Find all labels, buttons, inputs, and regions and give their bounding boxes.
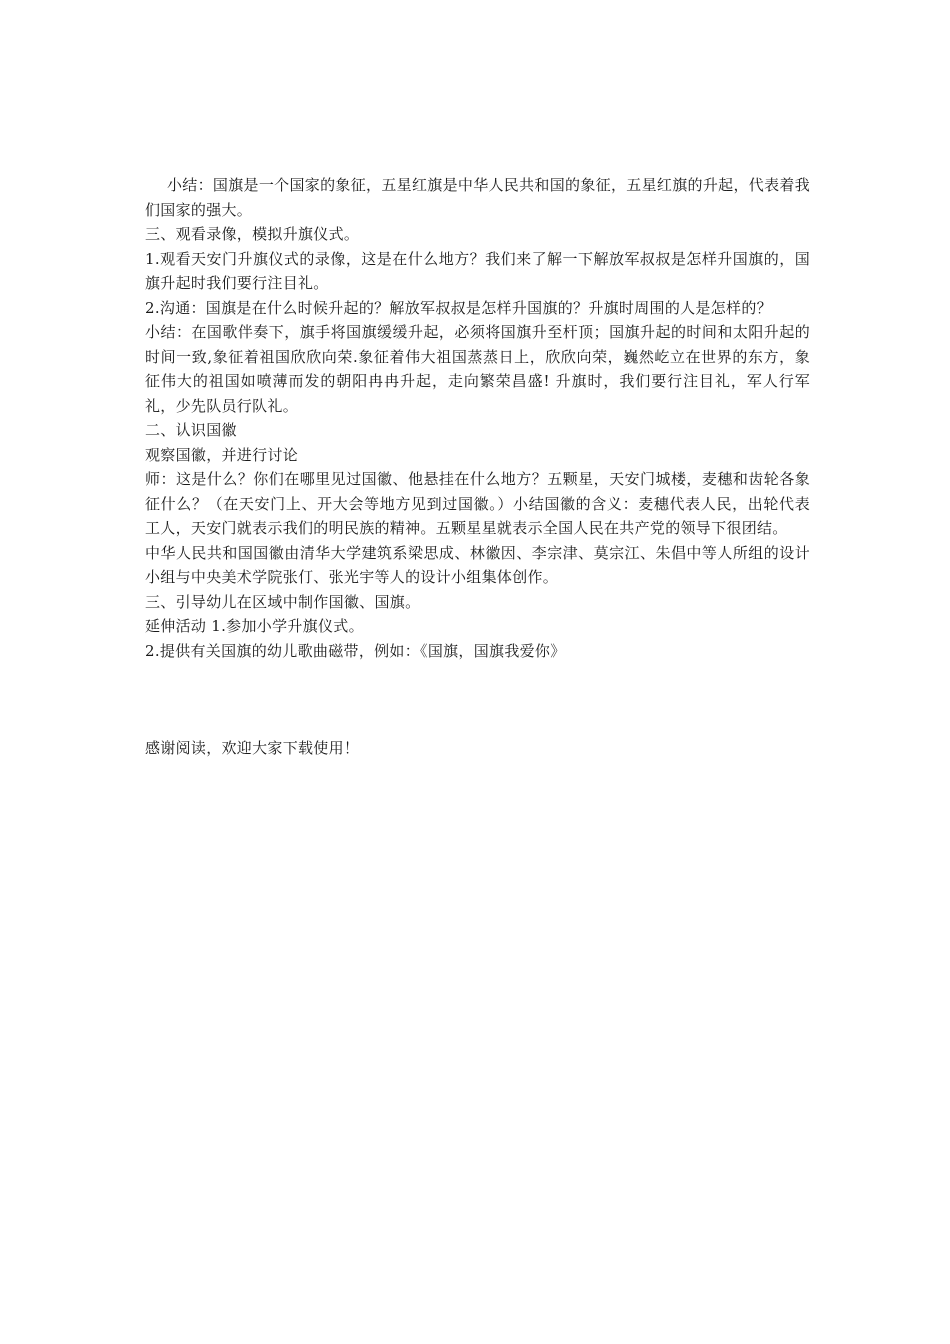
section-heading-craft: 三、引导幼儿在区域中制作国徽、国旗。 — [145, 592, 421, 611]
section-heading-watch-video: 三、观看录像，模拟升旗仪式。 — [145, 225, 360, 243]
observe-emblem-line: 观察国徽，并进行讨论 — [145, 445, 299, 464]
teacher-discussion-paragraph: 师：这是什么？你们在哪里见过国徽、他悬挂在什么地方？五颗星，天安门城楼，麦穗和齿轮各象征什么？（在天安门上、开大会等地方见到过国徽。）小结国徽的含义：麦穗代表人民，出轮代表工人，天安门就表示我们的明民族的精神。五颗星星就表示全国人民在共产党的领导下很团结。 — [145, 470, 810, 537]
step-1-paragraph: 1.观看天安门升旗仪式的录像，这是在什么地方？我们来了解一下解放军叔叔是怎样升国旗的，国旗升起时我们要行注目礼。 — [145, 249, 810, 292]
summary-paragraph-flag: 小结：国旗是一个国家的象征，五星红旗是中华人民共和国的象征，五星红旗的升起，代表着我们国家的强大。 — [145, 176, 810, 219]
emblem-design-paragraph: 中华人民共和国国徽由清华大学建筑系梁思成、林徽因、李宗津、莫宗江、朱倡中等人所组的设计小组与中央美术学院张仃、张光宇等人的设计小组集体创作。 — [145, 543, 810, 586]
summary-paragraph-ceremony: 小结：在国歌伴奏下，旗手将国旗缓缓升起，必须将国旗升至杆顶；国旗升起的时间和太阳升起的时间一致,象征着祖国欣欣向荣.象征着伟大祖国蒸蒸日上，欣欣向荣，巍然屹立在世界的东方，象征伟大的祖国如喷薄而发的朝阳冉冉升起，走向繁荣昌盛! 升旗时，我们要行注目礼，军人行军礼，少先队员行队礼。 — [145, 323, 810, 415]
blank-spacer — [145, 663, 810, 736]
step-2-paragraph: 2.沟通：国旗是在什么时候升起的？解放军叔叔是怎样升国旗的？升旗时周围的人是怎样的？ — [145, 298, 772, 317]
section-heading-emblem: 二、认识国徽 — [145, 421, 237, 439]
closing-line: 感谢阅读，欢迎大家下载使用！ — [145, 739, 360, 757]
extension-song-line: 2.提供有关国旗的幼儿歌曲磁带，例如：《国旗，国旗我爱你》 — [145, 641, 566, 660]
document-body — [145, 173, 810, 761]
extension-activity-line: 延伸活动 1.参加小学升旗仪式。 — [145, 617, 364, 635]
